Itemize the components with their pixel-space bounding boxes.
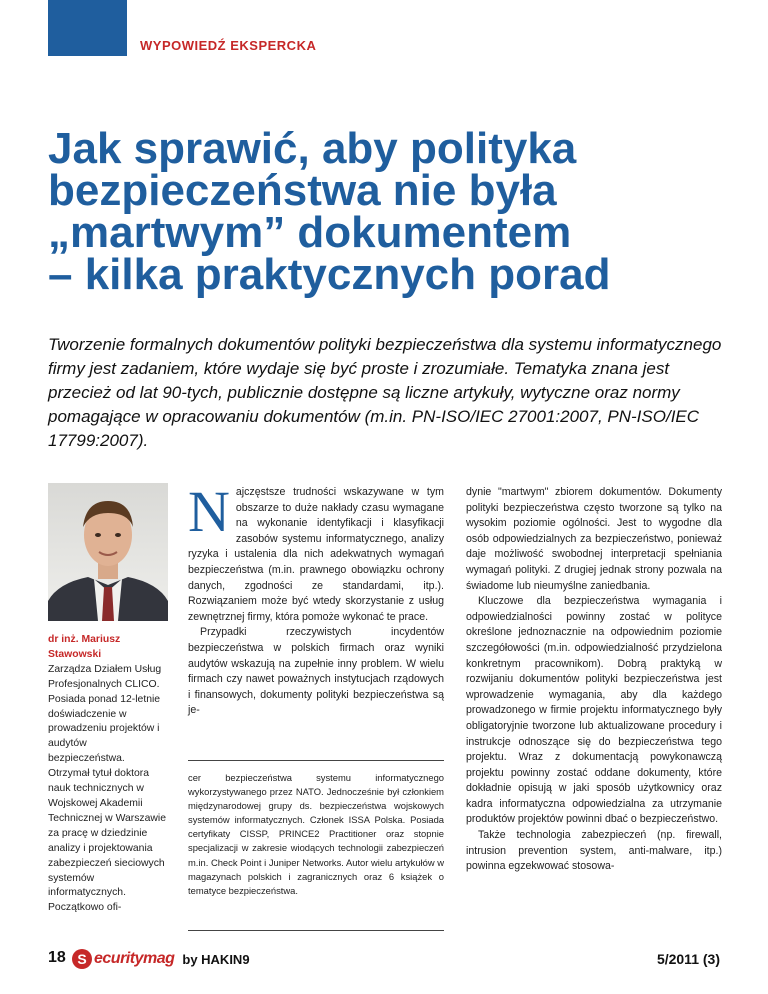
paragraph: Także technologia zabezpieczeń (np. firewall, intrusion prevention system, anti-malware, itp.) powinna egzekwować stosowa- [466,829,722,873]
author-photo [48,483,168,621]
article-column-2 [466,485,722,875]
article-lead: Tworzenie formalnych dokumentów polityki bezpieczeństwa dla systemu informatycznego firmy jest zadaniem, które wydaje się być proste i zrozumiałe. Tematyka znana jest przecież od lat 90-tych, publicznie dostępne są liczne artykuły, wytyczne oraz normy pomagające w opracowaniu dokumentów (m.in. PN-ISO/IEC 27001:2007, PN-ISO/IEC 17799:2007). [48,335,722,450]
paragraph: dynie "martwym" zbiorem dokumentów. Dokumenty polityki bezpieczeństwa często tworzone są tylko na wysokim poziomie ogólności. Jest to wygodne dla osób odpowiedzialnych za bezpieczeństwo, ponieważ daje możliwość swobodnej interpretacji spełniania wymagań polityki. Z drugiej jednak strony pozwala na świadome lub nieumyślne zaniedbania. [466,486,722,592]
issue-number: 5/2011 (3) [656,951,720,967]
note-divider-bottom [188,930,444,931]
paragraph: Przypadki rzeczywistych incydentów bezpieczeństwa w polskich firmach oraz wyniki audytów wskazują na zupełnie inny problem. W wielu firmach czy nawet poważnych instytucjach rządowych i finansowych, dokumenty polityki bezpieczeństwa są je- [188,626,444,717]
section-label: WYPOWIEDŹ EKSPERCKA [140,38,317,53]
title-line-1: Jak sprawić, aby polityka [48,124,577,173]
logo-mark: S [72,949,92,969]
logo-text: ecuritymag [94,950,175,967]
logo-publisher: by HAKIN9 [182,951,250,967]
page-number: 18 [48,949,66,966]
title-line-2: bezpieczeństwa nie była [48,166,557,215]
title-line-4: – kilka praktycznych porad [48,250,611,299]
drop-cap: N [188,479,230,544]
magazine-logo [72,947,250,971]
paragraph: Kluczowe dla bezpieczeństwa wymagania i odpowiedzialności powinny zostać w polityce określone jednoznacznie na odpowiednim poziomie szczegółowości (m.in. odpowiedzialność przydzielona konkretnym pracownikom). Dobrą praktyką w rozwijaniu dokumentów polityki bezpieczeństwa jest wprowadzenie wymagania, aby dla każdego prowadzonego w firmie projektu informatycznego były obligatoryjnie tworzone lub aktualizowane procedury i instrukcje odnoszące się do bezpieczeństwa tego projektu. Wraz z dokumentacją powykonawczą projektu powinny zostać oddane dokumenty, które dokładnie opisują w jaki sposób użytkownicy oraz kadra informatyczna odpowiedzialna za utrzymanie produktów projektów powinni dbać o bezpieczeństwo. [466,595,722,826]
author-bio [48,633,166,916]
paragraph: ajczęstsze trudności wskazywane w tym obszarze to duże nakłady czasu wymagane na wykonanie identyfikacji i klasyfikacji zasobów systemu informatycznego, analizy ryzyka i ustalenia dla nich adekwatnych wymagań bezpieczeństwa (m.in. prawnego obowiązku ochrony danych, zgodności ze standardami, itp.). Rozwiązaniem może być wtedy skorzystanie z usług zewnętrznej firmy, która pomoże wykonać te prace. [188,486,444,623]
title-line-3: „martwym” dokumentem [48,208,572,257]
article-title [48,124,728,299]
note-divider-top [188,760,444,761]
author-name: dr inż. Mariusz Stawowski [48,634,121,660]
author-bio-text: Zarządza Działem Usług Profesjonalnych CLICO. Posiada ponad 12-letnie doświadczenie w prowadzeniu projektów i audytów bezpieczeństwa. Otrzymał tytuł doktora nauk technicznych w Wojskowej Akademii Technicznej w Warszawie za pracę w dziedzinie analizy i projektowania zabezpieczeń sieciowych systemów informatycznych. Początkowo ofi- [48,663,166,914]
article-column-1 [188,479,444,719]
header-color-tab [48,0,127,56]
author-bio-continued: cer bezpieczeństwa systemu informatycznego wykorzystywanego przez NATO. Jednocześnie był członkiem międzynarodowej grupy ds. bezpieczeństwa wojskowych systemów informatycznych. Członek ISSA Polska. Posiada certyfikaty CISSP, PRINCE2 Practitioner oraz stopnie specjalizacji w zakresie wiodących technologii zabezpieczeń m.in. Check Point i Juniper Networks. Autor wielu artykułów w magazynach polskich i zagranicznych oraz 6 książek o tematyce bezpieczeństwa. [188,772,444,896]
